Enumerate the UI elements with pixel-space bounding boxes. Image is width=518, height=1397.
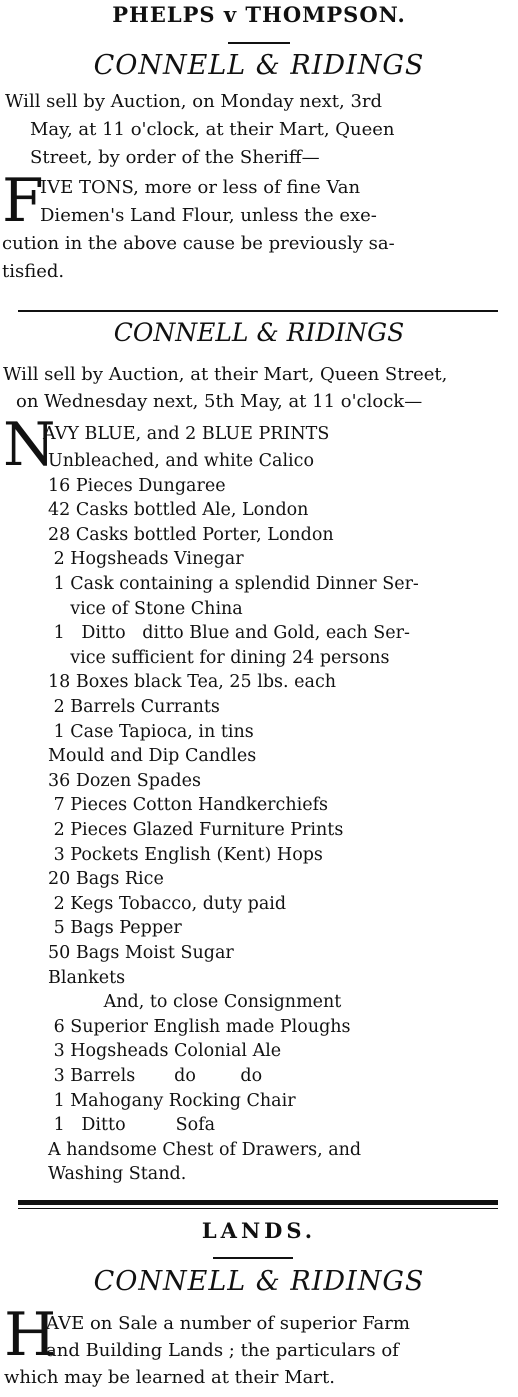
firm-name: CONNELL & RIDINGS — [93, 50, 425, 81]
list-item: 18 Boxes black Tea, 25 lbs. each — [48, 672, 337, 693]
list-item: 1 Ditto ditto Blue and Gold, each Ser- — [48, 623, 410, 644]
intro-line: Street, by order of the Sheriff— — [30, 147, 320, 168]
list-item: Blankets — [48, 967, 126, 988]
list-item: And, to close Consignment — [48, 992, 342, 1013]
drop-cap: H — [4, 1300, 57, 1370]
section-divider — [18, 1208, 498, 1209]
list-item: 42 Casks bottled Ale, London — [48, 500, 309, 521]
intro-line: on Wednesday next, 5th May, at 11 o'clock— — [16, 391, 423, 412]
list-item: 20 Bags Rice — [48, 869, 164, 890]
list-item: 5 Bags Pepper — [48, 918, 182, 939]
list-item: A handsome Chest of Drawers, and — [48, 1139, 362, 1160]
list-item: 1 Ditto Sofa — [48, 1115, 216, 1136]
list-item: 2 Kegs Tobacco, duty paid — [48, 893, 287, 914]
case-title: PHELPS v THOMPSON. — [112, 2, 406, 27]
body-line: Diemen's Land Flour, unless the exe- — [40, 205, 377, 226]
divider — [228, 42, 290, 44]
list-item: Mould and Dip Candles — [48, 746, 257, 767]
list-item: 2 Barrels Currants — [48, 697, 220, 717]
firm-name: CONNELL & RIDINGS — [93, 1266, 425, 1297]
intro-line: Will sell by Auction, on Monday next, 3rd — [5, 91, 383, 112]
divider — [213, 1257, 293, 1259]
list-item: 1 Mahogany Rocking Chair — [48, 1090, 296, 1111]
list-item: 6 Superior English made Ploughs — [48, 1016, 351, 1037]
list-item: 36 Dozen Spades — [48, 770, 201, 791]
list-item: 3 Hogsheads Colonial Ale — [48, 1041, 282, 1062]
body-line: AVE on Sale a number of superior Farm — [46, 1313, 410, 1334]
list-item: 3 Barrels do do — [48, 1066, 263, 1086]
list-item: 2 Hogsheads Vinegar — [48, 549, 244, 570]
section-divider — [18, 310, 498, 312]
section-heading: LANDS. — [201, 1218, 317, 1243]
body-line: and Building Lands ; the particulars of — [46, 1340, 399, 1361]
list-item: 1 Case Tapioca, in tins — [48, 721, 254, 742]
body-line: cution in the above cause be previously sa- — [2, 233, 395, 254]
body-line: IVE TONS, more or less of fine Van — [40, 177, 361, 198]
list-item: Washing Stand. — [48, 1164, 187, 1185]
list-item: 1 Cask containing a splendid Dinner Ser- — [48, 574, 419, 594]
list-item: 2 Pieces Glazed Furniture Prints — [48, 820, 344, 840]
list-item: 7 Pieces Cotton Handkerchiefs — [48, 795, 329, 816]
drop-cap: N — [3, 410, 56, 480]
list-item: 16 Pieces Dungaree — [48, 475, 226, 496]
intro-line: May, at 11 o'clock, at their Mart, Queen — [30, 119, 395, 140]
list-item: vice sufficient for dining 24 persons — [48, 647, 390, 668]
firm-name: CONNELL & RIDINGS — [113, 318, 405, 347]
first-item-line: AVY BLUE, and 2 BLUE PRINTS — [43, 424, 330, 444]
list-item: Unbleached, and white Calico — [48, 451, 314, 471]
list-item: 28 Casks bottled Porter, London — [48, 524, 334, 545]
body-line: which may be learned at their Mart. — [4, 1367, 335, 1388]
list-item: 50 Bags Moist Sugar — [48, 943, 234, 963]
intro-line: Will sell by Auction, at their Mart, Queen Street, — [3, 364, 448, 385]
list-item: vice of Stone China — [48, 598, 243, 619]
section-divider — [18, 1200, 498, 1205]
drop-cap: F — [2, 166, 44, 236]
body-line: tisfied. — [2, 261, 65, 282]
list-item: 3 Pockets English (Kent) Hops — [48, 844, 323, 865]
